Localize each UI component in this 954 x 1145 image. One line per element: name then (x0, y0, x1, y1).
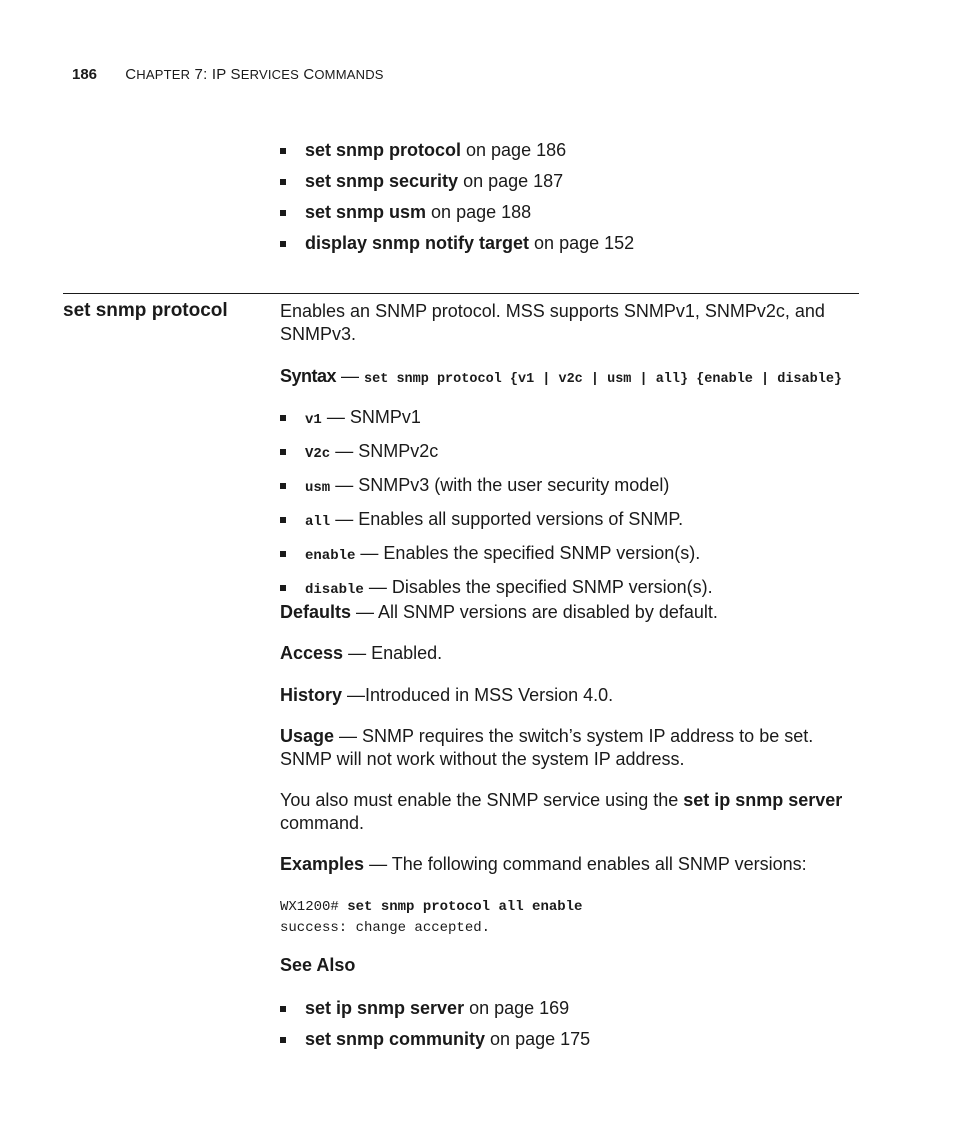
code-prompt: WX1200# (280, 899, 348, 915)
link-command[interactable]: set snmp community (305, 1029, 486, 1049)
list-item[interactable]: set ip snmp server on page 169 (280, 998, 590, 1018)
bullet-icon (280, 1006, 286, 1012)
see-also-list (280, 998, 590, 1060)
param-code: disable (305, 582, 364, 598)
parameter-list (280, 407, 713, 611)
bullet-icon (280, 179, 286, 185)
bullet-icon (280, 483, 286, 489)
bullet-icon (280, 551, 286, 557)
chapter-title: CHAPTER 7: IP SERVICES COMMANDS (125, 66, 384, 83)
param-code: enable (305, 548, 356, 564)
bullet-icon (280, 241, 286, 247)
section-divider (63, 293, 859, 294)
list-item: V2c — SNMPv2c (280, 441, 713, 464)
bullet-icon (280, 1037, 286, 1043)
list-item[interactable]: set snmp protocol on page 186 (280, 140, 634, 160)
syntax-label: Syntax (280, 366, 337, 386)
link-command[interactable]: set snmp usm (305, 202, 427, 222)
list-item: v1 — SNMPv1 (280, 407, 713, 430)
bullet-icon (280, 210, 286, 216)
bullet-icon (280, 585, 286, 591)
section-heading: set snmp protocol (63, 300, 228, 321)
example-code-block (280, 897, 582, 939)
list-item: usm — SNMPv3 (with the user security model) (280, 475, 713, 498)
list-item[interactable]: display snmp notify target on page 152 (280, 233, 634, 253)
param-code: usm (305, 480, 331, 496)
bullet-icon (280, 148, 286, 154)
list-item: enable — Enables the specified SNMP version(s). (280, 543, 713, 566)
running-header (72, 66, 384, 83)
list-item[interactable]: set snmp usm on page 188 (280, 202, 634, 222)
also-paragraph: You also must enable the SNMP service using the set ip snmp server command. (280, 790, 843, 833)
history-paragraph: History —Introduced in MSS Version 4.0. (280, 685, 614, 705)
bullet-icon (280, 415, 286, 421)
link-command[interactable]: display snmp notify target (305, 233, 530, 253)
param-code: V2c (305, 446, 331, 462)
param-code: all (305, 514, 331, 530)
see-also-heading: See Also (280, 955, 356, 975)
link-command[interactable]: set ip snmp server (683, 790, 843, 810)
list-item[interactable]: set snmp security on page 187 (280, 171, 634, 191)
link-command[interactable]: set ip snmp server (305, 998, 465, 1018)
defaults-paragraph: Defaults — All SNMP versions are disabled by default. (280, 602, 718, 622)
list-item[interactable]: set snmp community on page 175 (280, 1029, 590, 1049)
bullet-icon (280, 517, 286, 523)
page-number: 186 (72, 66, 98, 83)
link-command[interactable]: set snmp protocol (305, 140, 462, 160)
code-command: set snmp protocol all enable (347, 899, 583, 915)
syntax-line: Syntax — set snmp protocol {v1 | v2c | usm | all} {enable | disable} (280, 366, 843, 387)
usage-paragraph: Usage — SNMP requires the switch’s system IP address to be set. SNMP will not work without the system IP address. (280, 726, 814, 769)
intro-text: Enables an SNMP protocol. MSS supports SNMPv1, SNMPv2c, and SNMPv3. (280, 301, 825, 344)
code-line (280, 897, 582, 918)
list-item: disable — Disables the specified SNMP version(s). (280, 577, 713, 600)
param-code: v1 (305, 412, 322, 428)
access-paragraph: Access — Enabled. (280, 643, 443, 663)
link-command[interactable]: set snmp security (305, 171, 459, 191)
bullet-icon (280, 449, 286, 455)
code-output: success: change accepted. (280, 920, 491, 936)
examples-paragraph: Examples — The following command enables all SNMP versions: (280, 854, 807, 874)
list-item: all — Enables all supported versions of SNMP. (280, 509, 713, 532)
related-commands-list (280, 140, 634, 264)
syntax-code: set snmp protocol {v1 | v2c | usm | all} {enable | disable} (364, 372, 843, 387)
